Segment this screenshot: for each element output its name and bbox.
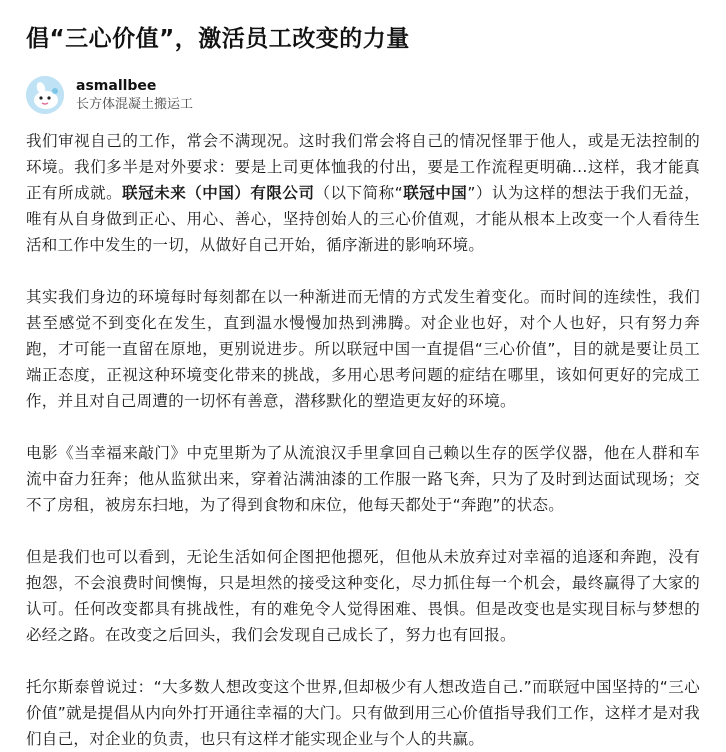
author-block bbox=[26, 76, 700, 114]
author-avatar[interactable] bbox=[26, 76, 64, 114]
paragraph-1 bbox=[26, 128, 700, 258]
paragraph-4: 但是我们也可以看到，无论生活如何企图把他摁死，但他从未放弃过对幸福的追逐和奔跑，没有抱怨，不会浪费时间懊悔，只是坦然的接受这种变化，尽力抓住每一个机会，最终赢得了大家的认可。任何改变都具有挑战性，有的难免令人觉得困难、畏惧。但是改变也是实现目标与梦想的必经之路。在改变之后回头，我们会发现自己成长了，努力也有回报。 bbox=[26, 548, 700, 644]
paragraph-2: 其实我们身边的环境每时每刻都在以一种渐进而无情的方式发生着变化。而时间的连续性，我们甚至感觉不到变化在发生，直到温水慢慢加热到沸腾。对企业也好，对个人也好，只有努力奔跑，才可能一直留在原地，更别说进步。所以联冠中国一直提倡“三心价值”，目的就是要让员工端正态度，正视这种环境变化带来的挑战，多用心思考问题的症结在哪里，该如何更好的完成工作，并且对自己周遭的一切怀有善意，潜移默化的塑造更友好的环境。 bbox=[26, 288, 700, 410]
article-title: 倡“三心价值”，激活员工改变的力量 bbox=[26, 26, 410, 52]
author-name[interactable]: asmallbee bbox=[76, 77, 157, 94]
company-short-name: 联冠中国 bbox=[402, 184, 468, 202]
paragraph-1-text-b: （以下简称“ bbox=[314, 184, 403, 202]
author-bio: 长方体混凝土搬运工 bbox=[76, 96, 194, 112]
paragraph-3: 电影《当幸福来敲门》中克里斯为了从流浪汉手里拿回自己赖以生存的医学仪器，他在人群和车流中奋力狂奔；他从监狱出来，穿着沾满油漆的工作服一路飞奔，只为了及时到达面试现场；交不了房租，被房东扫地，为了得到食物和床位，他每天都处于“奔跑”的状态。 bbox=[26, 444, 700, 514]
bee-mascot-icon bbox=[26, 76, 64, 114]
company-name: 联冠未来（中国）有限公司 bbox=[122, 184, 315, 202]
paragraph-1-text-c: ”）认为这样的想法于我们无益，唯有从自身做到正心、用心、善心，坚持创始人的三心价值观，才能从根本上改变一个人看待生活和工作中发生的一切，从做好自己开始，循序渐进的影响环境。 bbox=[26, 184, 701, 254]
paragraph-5: 托尔斯泰曾说过：“大多数人想改变这个世界,但却极少有人想改造自己.”而联冠中国坚持的“三心价值”就是提倡从内向外打开通往幸福的大门。只有做到用三心价值指导我们工作，这样才是对我们自己，对企业的负责，也只有这样才能实现企业与个人的共赢。 bbox=[26, 678, 700, 748]
paragraph-1-text-a: 我们审视自己的工作，常会不满现况。这时我们常会将自己的情况怪罪于他人，或是无法控制的环境。我们多半是对外要求：要是上司更体恤我的付出，要是工作流程更明确...这样，我才能真正有所成就。 bbox=[26, 132, 700, 202]
author-info bbox=[76, 77, 193, 114]
